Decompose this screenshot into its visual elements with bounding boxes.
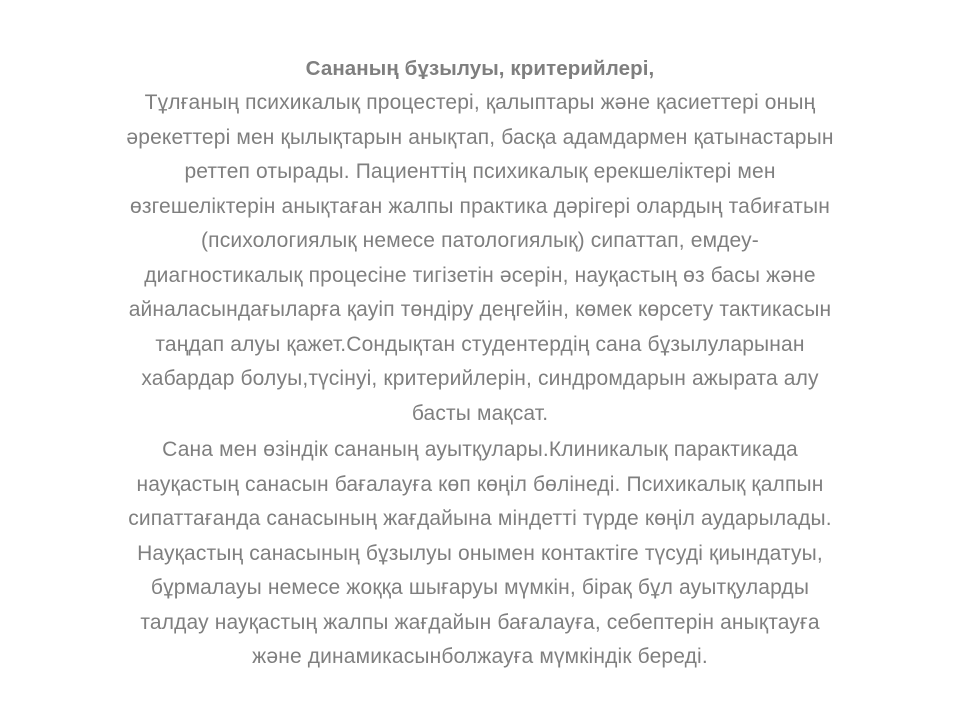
paragraph-line: диагностикалық процесіне тигізетін әсерін, науқастың өз басы және <box>144 263 816 287</box>
paragraph-1 <box>40 86 920 431</box>
paragraph-line: басты мақсат. <box>411 401 549 425</box>
paragraph-line: талдау науқастың жалпы жағдайын бағалауға, себептерін анықтауға <box>140 610 820 634</box>
paragraph-line: реттеп отырады. Пациенттің психикалық ерекшеліктері мен <box>184 160 776 183</box>
paragraph-line: Сана мен өзіндік сананың ауытқулары.Клиникалық парактикада <box>162 438 798 461</box>
paragraph-line: сипаттағанда санасының жағдайына міндетті түрде көңіл аударылады. <box>128 507 832 530</box>
paragraph-line: және динамикасынболжауға мүмкіндік береді. <box>252 645 708 668</box>
paragraph-line: өзгешеліктерін анықтаған жалпы практика дәрігері олардың табиғатын <box>130 194 830 218</box>
paragraph-line: (психологиялық немесе патологиялық) сипаттап, емдеу- <box>201 229 759 252</box>
paragraph-2 <box>40 433 920 675</box>
slide-title: Сананың бұзылуы, критерийлері, <box>305 57 655 80</box>
paragraph-line: хабардар болуы,түсінуі, критерийлерін, синдромдарын ажырата алу <box>141 367 819 390</box>
paragraph-line: әрекеттері мен қылықтарын анықтап, басқа адамдармен қатынастарын <box>126 125 834 149</box>
paragraph-line: науқастың санасын бағалауға көп көңіл бөлінеді. Психикалық қалпын <box>136 472 824 496</box>
paragraph-line: айналасындағыларға қауіп төндіру деңгейін, көмек көрсету тактикасын <box>128 298 832 321</box>
paragraph-line: бұрмалауы немесе жоққа шығаруы мүмкін, бірақ бұл ауытқуларды <box>150 576 810 599</box>
paragraph-line: Науқастың санасының бұзылуы онымен контактіге түсуді қиындатуы, <box>137 541 823 565</box>
paragraph-line: Тұлғаның психикалық процестері, қалыптары және қасиеттері оның <box>144 91 816 114</box>
paragraph-line: таңдап алуы қажет.Сондықтан студентердің сана бұзылуларынан <box>155 332 805 356</box>
